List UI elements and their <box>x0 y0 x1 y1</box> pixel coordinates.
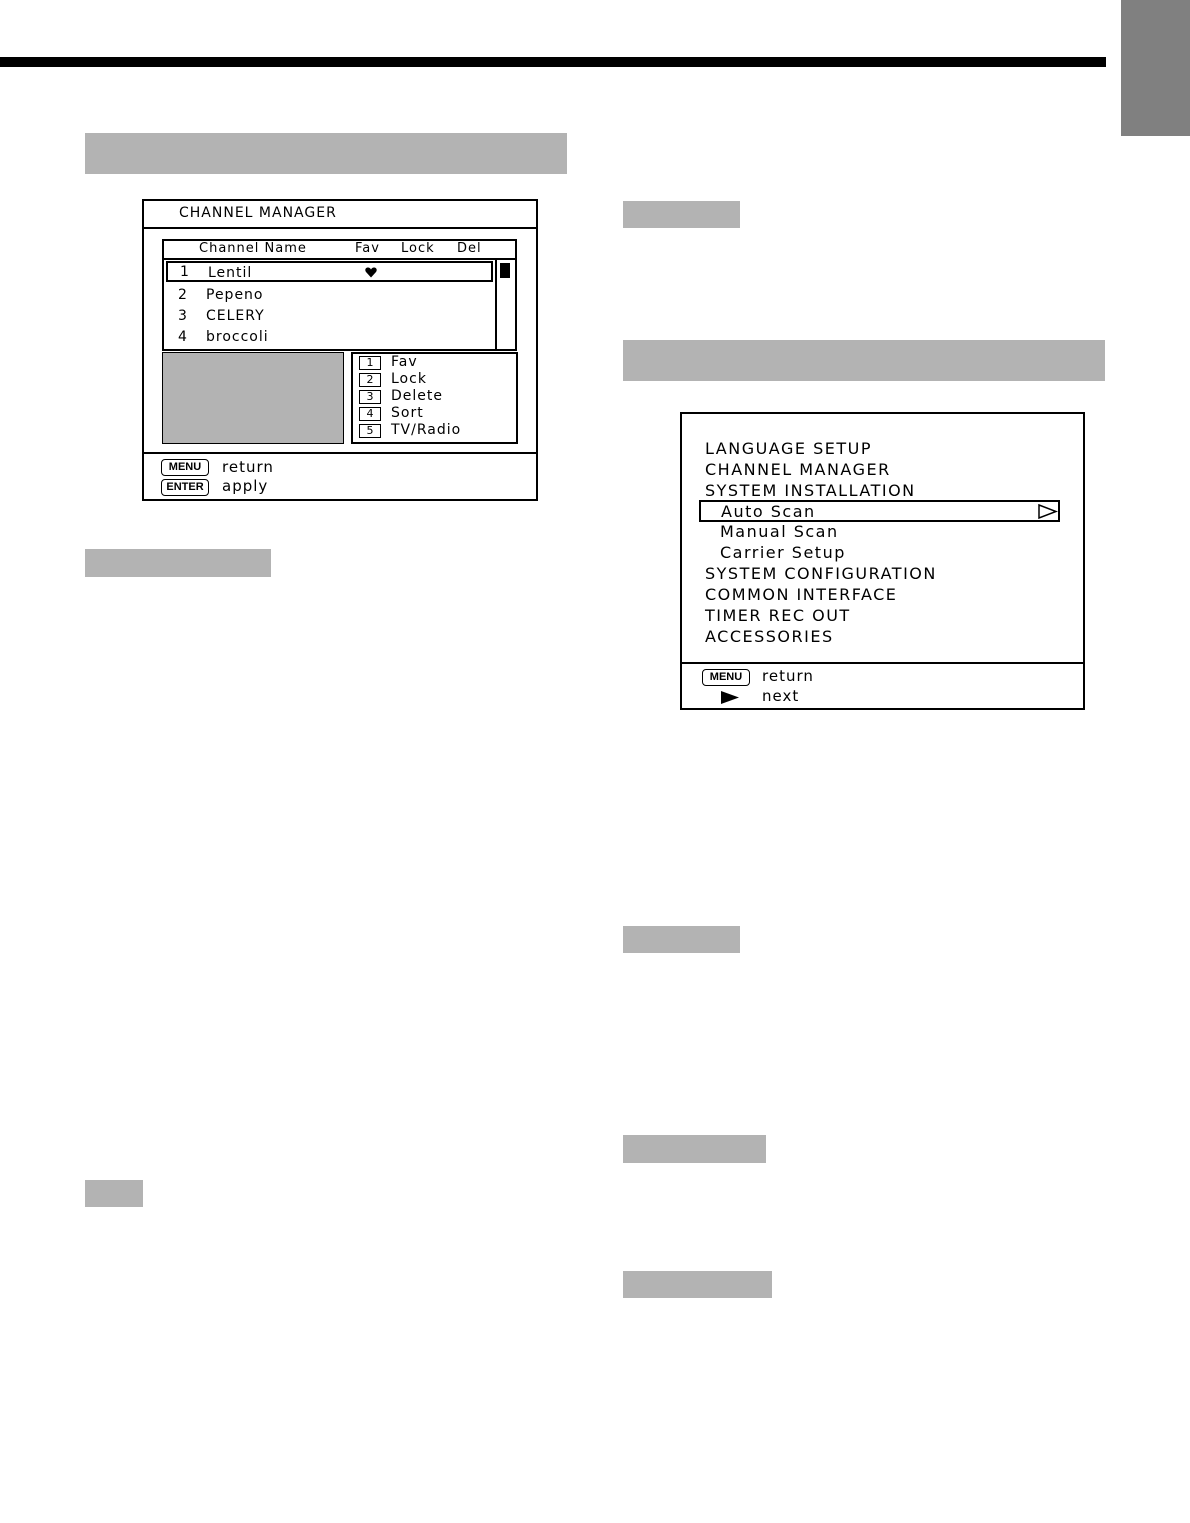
option-label: Delete <box>391 388 443 404</box>
key-1-icon: 1 <box>359 356 381 370</box>
side-tab <box>1121 0 1190 136</box>
option-label: Fav <box>391 354 418 370</box>
channel-name: Pepeno <box>206 287 264 303</box>
setup-menu-screen <box>680 412 1085 710</box>
menu-item-system-installation[interactable]: SYSTEM INSTALLATION <box>705 481 916 500</box>
option-label: Sort <box>391 405 424 421</box>
channel-manager-screen <box>142 199 538 501</box>
option-tv-radio[interactable] <box>353 423 516 440</box>
subheading-bar <box>623 926 740 953</box>
menu-key-icon: MENU <box>161 459 209 476</box>
footer-apply-label: apply <box>222 477 269 495</box>
channel-list <box>162 239 517 351</box>
key-2-icon: 2 <box>359 373 381 387</box>
subheading-bar <box>85 1180 143 1207</box>
option-lock[interactable] <box>353 372 516 389</box>
footer-divider <box>144 452 536 454</box>
footer-return-label: return <box>762 667 814 685</box>
menu-item-carrier-setup[interactable]: Carrier Setup <box>720 543 846 562</box>
scrollbar-thumb[interactable] <box>500 263 510 278</box>
footer-return-label: return <box>222 458 274 476</box>
column-header-del: Del <box>457 241 482 256</box>
channel-manager-title: CHANNEL MANAGER <box>179 205 337 221</box>
column-header-lock: Lock <box>401 241 435 256</box>
key-5-icon: 5 <box>359 424 381 438</box>
menu-key-icon: MENU <box>702 669 750 686</box>
top-rule <box>0 57 1106 67</box>
section-heading-bar <box>85 133 567 174</box>
menu-item-label: Auto Scan <box>721 502 816 521</box>
subheading-bar <box>85 549 271 577</box>
enter-key-icon: ENTER <box>161 479 209 496</box>
menu-item-auto-scan[interactable] <box>699 500 1060 522</box>
key-4-icon: 4 <box>359 407 381 421</box>
menu-item-common-interface[interactable]: COMMON INTERFACE <box>705 585 898 604</box>
menu-item-system-configuration[interactable]: SYSTEM CONFIGURATION <box>705 564 937 583</box>
channel-name: CELERY <box>206 308 265 324</box>
subheading-bar <box>623 1271 772 1298</box>
table-row[interactable] <box>166 306 493 327</box>
channel-number: 4 <box>178 329 188 345</box>
column-header-fav: Fav <box>355 241 380 256</box>
table-row[interactable] <box>166 328 493 349</box>
arrow-right-outline-icon <box>1038 504 1058 519</box>
channel-name: broccoli <box>206 329 269 345</box>
option-sort[interactable] <box>353 406 516 423</box>
menu-item-manual-scan[interactable]: Manual Scan <box>720 522 839 541</box>
table-row[interactable] <box>166 284 493 305</box>
option-fav[interactable] <box>353 355 516 372</box>
channel-name: Lentil <box>208 265 253 281</box>
option-list <box>351 352 518 444</box>
scrollbar-track[interactable] <box>495 258 497 349</box>
section-heading-bar <box>623 340 1105 381</box>
subheading-bar <box>623 1135 766 1163</box>
channel-number: 3 <box>178 308 188 324</box>
title-divider <box>144 227 536 229</box>
footer-divider <box>682 662 1083 664</box>
play-arrow-icon <box>720 690 740 705</box>
subheading-bar <box>623 201 740 228</box>
menu-item-timer-rec-out[interactable]: TIMER REC OUT <box>705 606 851 625</box>
column-header-name: Channel Name <box>199 241 307 256</box>
list-header-divider <box>164 258 515 260</box>
menu-item-channel-manager[interactable]: CHANNEL MANAGER <box>705 460 891 479</box>
menu-item-language-setup[interactable]: LANGUAGE SETUP <box>705 439 872 458</box>
footer-next-label: next <box>762 687 800 705</box>
table-row[interactable] <box>166 261 493 282</box>
key-3-icon: 3 <box>359 390 381 404</box>
preview-window <box>162 352 344 444</box>
option-label: TV/Radio <box>391 422 462 438</box>
option-label: Lock <box>391 371 427 387</box>
heart-icon <box>365 267 377 278</box>
channel-number: 1 <box>180 264 190 280</box>
menu-item-accessories[interactable]: ACCESSORIES <box>705 627 834 646</box>
channel-number: 2 <box>178 287 188 303</box>
option-delete[interactable] <box>353 389 516 406</box>
